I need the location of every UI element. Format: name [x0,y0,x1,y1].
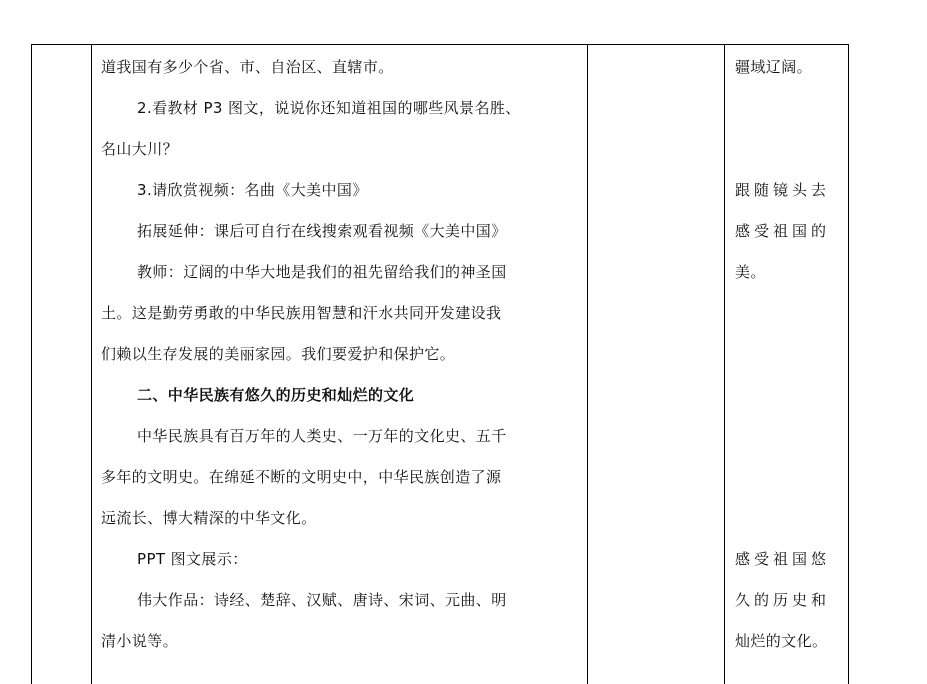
note-line: 久的历史和 [735,591,831,609]
main-line: 伟大作品：诗经、楚辞、汉赋、唐诗、宋词、元曲、明 [137,591,507,609]
section-heading: 二、中华民族有悠久的历史和灿烂的文化 [137,386,415,404]
column-divider-1 [91,45,92,684]
main-line: 名山大川？ [101,140,179,158]
main-line: 土。这是勤劳勇敢的中华民族用智慧和汗水共同开发建设我 [101,304,502,322]
main-line: 道我国有多少个省、市、自治区、直辖市。 [101,58,394,76]
table-right-border [848,45,849,684]
main-line: 2.看教材 P3 图文，说说你还知道祖国的哪些风景名胜、 [137,99,521,117]
note-line: 感受祖国的 [735,222,831,240]
main-line: 中华民族具有百万年的人类史、一万年的文化史、五千 [137,427,507,445]
note-line: 跟随镜头去 [735,181,831,199]
note-line: 美。 [735,263,766,281]
main-line: 教师：辽阔的中华大地是我们的祖先留给我们的神圣国 [137,263,507,281]
main-line: PPT 图文展示： [137,550,248,568]
main-line: 3.请欣赏视频：名曲《大美中国》 [137,181,368,199]
main-line: 拓展延伸：课后可自行在线搜索观看视频《大美中国》 [137,222,507,240]
note-line: 疆域辽阔。 [735,58,813,76]
note-line: 感受祖国悠 [735,550,831,568]
note-line: 灿烂的文化。 [735,632,828,650]
main-line: 清小说等。 [101,632,179,650]
column-divider-3 [724,45,725,684]
main-line: 们赖以生存发展的美丽家园。我们要爱护和保护它。 [101,345,456,363]
main-line: 远流长、博大精深的中华文化。 [101,509,317,527]
column-divider-2 [587,45,588,684]
main-line: 多年的文明史。在绵延不断的文明史中，中华民族创造了源 [101,468,502,486]
